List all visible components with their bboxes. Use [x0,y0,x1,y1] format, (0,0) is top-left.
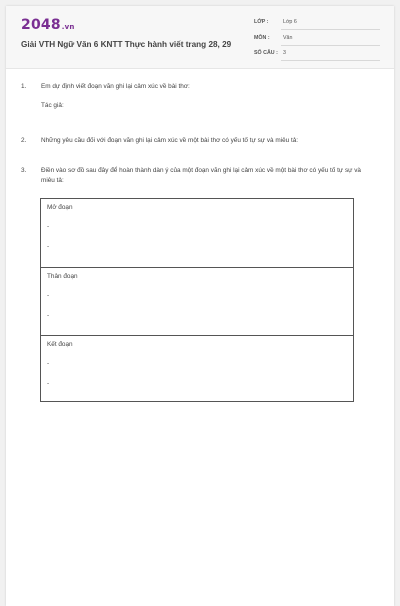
question-1-text: Em dự định viết đoạn văn ghi lại cảm xúc về bài thơ: [41,83,190,90]
question-1-author-line: Tác giả: [41,102,64,109]
question-1-number: 1. [21,83,27,90]
meta-count-label: SỐ CÂU : [254,50,278,56]
meta-count-underline [281,60,380,61]
meta-count-value: 3 [283,50,286,56]
outline-opening-line-1: - [47,223,50,230]
meta-class-row [254,19,380,31]
outline-closing [41,335,353,403]
logo-domain-text: .vn [61,23,75,31]
question-3-number: 3. [21,167,27,174]
meta-class-value: Lớp 6 [283,19,297,25]
question-3-text: Điền vào sơ đồ sau đây để hoàn thành dàn ý của một đoạn văn ghi lại cảm xúc về một bài thơ có yếu tố tự sự và miêu tả: [41,167,361,184]
document-page [6,6,394,606]
logo-main-text: 2048 [21,17,61,33]
outline-closing-line-2: - [47,380,50,387]
meta-subject-row [254,35,380,47]
meta-subject-label: MÔN : [254,35,270,41]
document-title: Giải VTH Ngữ Văn 6 KNTT Thực hành viết trang 28, 29 [21,40,232,49]
meta-class-underline [281,29,380,30]
outline-closing-title: Kết đoạn [47,341,73,348]
meta-count-row [254,50,380,62]
outline-body-line-1: - [47,292,50,299]
document-header [6,6,394,69]
outline-opening-title: Mở đoạn [47,204,73,211]
outline-closing-line-1: - [47,360,50,367]
question-2-text: Những yêu cầu đối với đoạn văn ghi lại cảm xúc về một bài thơ có yếu tố tự sự và miêu tả: [41,137,299,144]
meta-subject-underline [281,45,380,46]
outline-opening-line-2: - [47,243,50,250]
outline-table [40,198,354,402]
outline-body-title: Thân đoạn [47,273,78,280]
outline-body [41,267,353,335]
outline-opening [41,199,353,267]
meta-class-label: LỚP : [254,19,269,25]
site-logo[interactable] [21,17,75,33]
meta-subject-value: Văn [283,35,293,41]
question-2-number: 2. [21,137,27,144]
outline-body-line-2: - [47,312,50,319]
